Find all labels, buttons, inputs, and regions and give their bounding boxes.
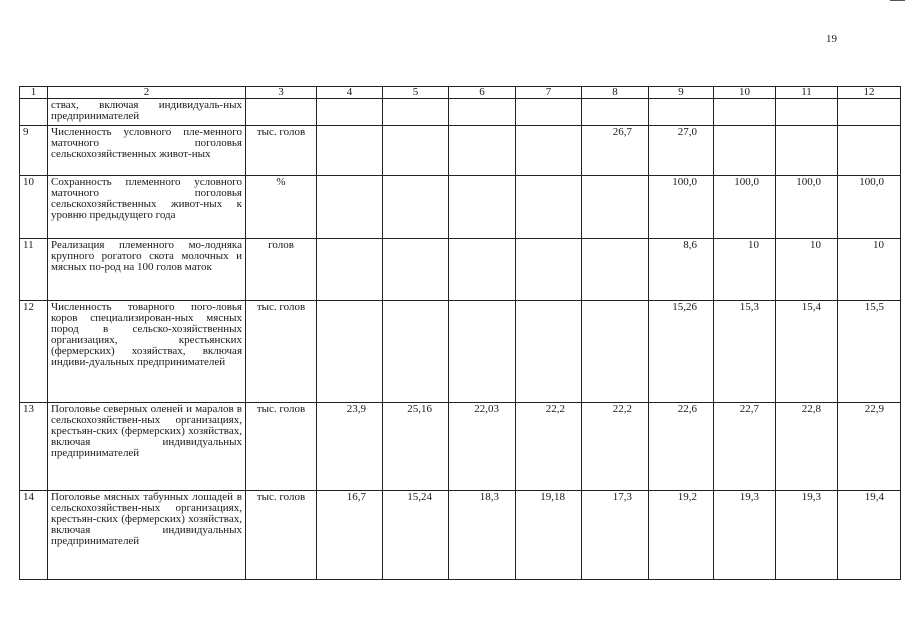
value-cell: 25,16 bbox=[383, 403, 449, 491]
value-cell: 15,4 bbox=[776, 301, 838, 403]
unit bbox=[246, 99, 317, 126]
table-header-row bbox=[20, 87, 901, 99]
row-number: 13 bbox=[20, 403, 48, 491]
column-header: 4 bbox=[317, 87, 383, 99]
indicator-name: ствах, включая индивидуаль-ных предпринимателей bbox=[48, 99, 246, 126]
value-cell: 22,03 bbox=[449, 403, 516, 491]
value-cell: 15,26 bbox=[649, 301, 714, 403]
column-header: 11 bbox=[776, 87, 838, 99]
page-number: 19 bbox=[826, 33, 837, 45]
unit: голов bbox=[246, 239, 317, 301]
value-cell: 16,7 bbox=[317, 491, 383, 580]
column-header: 7 bbox=[516, 87, 582, 99]
indicator-name: Реализация племенного мо-лодняка крупного рогатого скота молочных и мясных по-род на 100 голов маток bbox=[48, 239, 246, 301]
value-cell bbox=[449, 239, 516, 301]
corner-mark bbox=[890, 0, 905, 1]
row-number: 12 bbox=[20, 301, 48, 403]
value-cell: 22,2 bbox=[516, 403, 582, 491]
value-cell: 10 bbox=[838, 239, 901, 301]
value-cell: 10 bbox=[714, 239, 776, 301]
column-header: 5 bbox=[383, 87, 449, 99]
value-cell bbox=[317, 239, 383, 301]
value-cell bbox=[516, 239, 582, 301]
value-cell bbox=[582, 301, 649, 403]
value-cell: 19,4 bbox=[838, 491, 901, 580]
value-cell: 22,6 bbox=[649, 403, 714, 491]
unit: % bbox=[246, 176, 317, 239]
value-cell: 22,7 bbox=[714, 403, 776, 491]
value-cell bbox=[383, 176, 449, 239]
value-cell bbox=[516, 99, 582, 126]
value-cell: 19,18 bbox=[516, 491, 582, 580]
value-cell: 100,0 bbox=[714, 176, 776, 239]
value-cell bbox=[516, 176, 582, 239]
row-number: 11 bbox=[20, 239, 48, 301]
value-cell bbox=[714, 126, 776, 176]
value-cell: 19,3 bbox=[714, 491, 776, 580]
value-cell bbox=[838, 126, 901, 176]
value-cell bbox=[582, 239, 649, 301]
indicator-name: Сохранность племенного условного маточного поголовья сельскохозяйственных живот-ных к уровню предыдущего года bbox=[48, 176, 246, 239]
value-cell bbox=[317, 99, 383, 126]
value-cell bbox=[317, 301, 383, 403]
value-cell bbox=[516, 301, 582, 403]
table-row bbox=[20, 301, 901, 403]
unit: тыс. голов bbox=[246, 301, 317, 403]
column-header: 2 bbox=[48, 87, 246, 99]
value-cell bbox=[838, 99, 901, 126]
value-cell: 100,0 bbox=[838, 176, 901, 239]
column-header: 12 bbox=[838, 87, 901, 99]
value-cell: 22,2 bbox=[582, 403, 649, 491]
value-cell bbox=[449, 99, 516, 126]
value-cell bbox=[582, 99, 649, 126]
row-number: 10 bbox=[20, 176, 48, 239]
value-cell: 18,3 bbox=[449, 491, 516, 580]
value-cell: 19,2 bbox=[649, 491, 714, 580]
value-cell bbox=[649, 99, 714, 126]
value-cell bbox=[449, 301, 516, 403]
value-cell bbox=[776, 99, 838, 126]
value-cell: 27,0 bbox=[649, 126, 714, 176]
column-header: 6 bbox=[449, 87, 516, 99]
indicator-table bbox=[19, 86, 901, 580]
value-cell bbox=[516, 126, 582, 176]
table-row bbox=[20, 99, 901, 126]
value-cell: 22,8 bbox=[776, 403, 838, 491]
value-cell bbox=[383, 301, 449, 403]
value-cell bbox=[449, 176, 516, 239]
row-number bbox=[20, 99, 48, 126]
value-cell: 8,6 bbox=[649, 239, 714, 301]
column-header: 10 bbox=[714, 87, 776, 99]
unit: тыс. голов bbox=[246, 403, 317, 491]
table-row bbox=[20, 491, 901, 580]
value-cell: 10 bbox=[776, 239, 838, 301]
table-row bbox=[20, 239, 901, 301]
table-row bbox=[20, 403, 901, 491]
indicator-name: Численность условного пле-менного маточного поголовья сельскохозяйственных живот-ных bbox=[48, 126, 246, 176]
value-cell: 22,9 bbox=[838, 403, 901, 491]
value-cell: 15,3 bbox=[714, 301, 776, 403]
value-cell bbox=[582, 176, 649, 239]
indicator-name: Численность товарного пого-ловья коров специализирован-ных мясных пород в сельско-хозяйственных организациях, крестьянских (фермерских) хозяйствах, включая индиви-дуальных предпринимателей bbox=[48, 301, 246, 403]
value-cell: 23,9 bbox=[317, 403, 383, 491]
value-cell bbox=[383, 126, 449, 176]
column-header: 3 bbox=[246, 87, 317, 99]
value-cell bbox=[383, 99, 449, 126]
row-number: 9 bbox=[20, 126, 48, 176]
column-header: 9 bbox=[649, 87, 714, 99]
table-row bbox=[20, 126, 901, 176]
value-cell bbox=[449, 126, 516, 176]
column-header: 8 bbox=[582, 87, 649, 99]
value-cell: 100,0 bbox=[649, 176, 714, 239]
value-cell bbox=[317, 176, 383, 239]
value-cell bbox=[317, 126, 383, 176]
value-cell bbox=[714, 99, 776, 126]
value-cell: 15,5 bbox=[838, 301, 901, 403]
indicator-name: Поголовье северных оленей и маралов в сельскохозяйствен-ных организациях, крестьян-ских (фермерских) хозяйствах, включая индивидуальных предпринимателей bbox=[48, 403, 246, 491]
value-cell: 100,0 bbox=[776, 176, 838, 239]
indicator-name: Поголовье мясных табунных лошадей в сельскохозяйствен-ных организациях, крестьян-ских (фермерских) хозяйствах, включая индивидуальных предпринимателей bbox=[48, 491, 246, 580]
value-cell bbox=[383, 239, 449, 301]
column-header: 1 bbox=[20, 87, 48, 99]
row-number: 14 bbox=[20, 491, 48, 580]
unit: тыс. голов bbox=[246, 126, 317, 176]
value-cell: 15,24 bbox=[383, 491, 449, 580]
value-cell bbox=[776, 126, 838, 176]
unit: тыс. голов bbox=[246, 491, 317, 580]
value-cell: 26,7 bbox=[582, 126, 649, 176]
value-cell: 19,3 bbox=[776, 491, 838, 580]
table-row bbox=[20, 176, 901, 239]
value-cell: 17,3 bbox=[582, 491, 649, 580]
